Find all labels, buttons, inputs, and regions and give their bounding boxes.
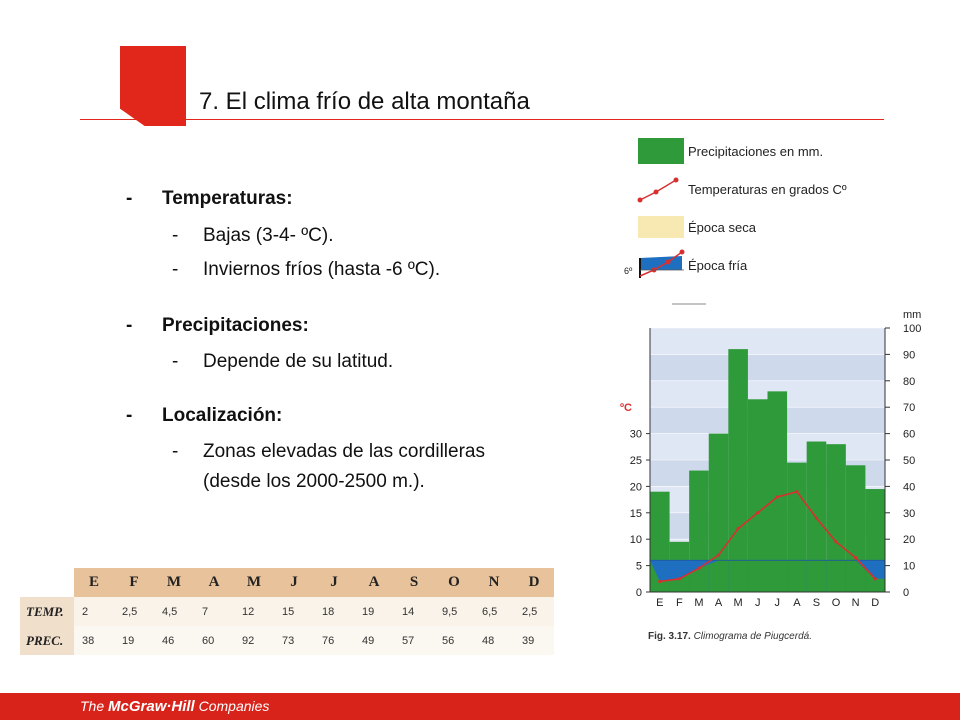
legend-item-temps: Temperaturas en grados Cº: [616, 174, 900, 208]
plot-band: [650, 354, 885, 380]
table-header-cell: A: [194, 568, 234, 597]
title-accent-block: [120, 46, 186, 126]
right-tick-label: 60: [903, 428, 916, 441]
left-tick-label: 10: [629, 534, 642, 547]
table-header-cell: J: [274, 568, 314, 597]
table-header-cell: A: [354, 568, 394, 597]
x-tick-label: D: [871, 597, 880, 609]
temperature-point: [678, 577, 681, 580]
left-tick-label: 5: [635, 560, 642, 573]
temperature-point: [658, 580, 661, 583]
table-cell: 57: [394, 626, 434, 655]
left-axis-label: ºC: [620, 402, 632, 415]
precipitation-bar: [768, 391, 788, 592]
table-cell: 2,5: [114, 597, 154, 626]
table-header-cell: J: [314, 568, 354, 597]
x-tick-label: O: [831, 597, 841, 609]
table-header-cell: F: [114, 568, 154, 597]
x-tick-label: M: [733, 597, 743, 609]
table-cell: 60: [194, 626, 234, 655]
cold-threshold-label: 6º: [624, 266, 633, 276]
table-cell: 7: [194, 597, 234, 626]
temperature-point: [795, 490, 798, 493]
precipitation-bar: [846, 465, 866, 592]
table-cell: 38: [74, 626, 114, 655]
temperature-point: [834, 540, 837, 543]
right-tick-label: 10: [903, 560, 916, 573]
caption-text: Climograma de Piugcerdá.: [693, 631, 812, 642]
table-row-label: TEMP.: [20, 597, 74, 626]
x-tick-label: J: [754, 597, 761, 609]
temperature-point: [854, 556, 857, 559]
table-cell: 48: [474, 626, 514, 655]
precipitation-bar: [826, 444, 846, 592]
table-cell: 4,5: [154, 597, 194, 626]
x-tick-label: F: [676, 597, 683, 609]
temperature-point: [815, 516, 818, 519]
table-cell: 14: [394, 597, 434, 626]
right-tick-label: 0: [903, 587, 910, 599]
table-row-label: PREC.: [20, 626, 74, 655]
right-tick-label: 30: [903, 507, 916, 520]
legend-item-dry: Época seca: [616, 214, 900, 248]
dry-season-swatch-icon: [638, 216, 684, 238]
right-axis-label: mm: [903, 309, 922, 321]
table-cell: 15: [274, 597, 314, 626]
bullet-heading-temperaturas: Temperaturas:: [162, 188, 293, 209]
table-cell: 19: [354, 597, 394, 626]
x-tick-label: A: [714, 597, 723, 609]
page-title: 7. El clima frío de alta montaña: [199, 88, 530, 115]
climate-data-table: [20, 568, 594, 656]
table-header-cell: M: [234, 568, 274, 597]
legend-item-cold: 6º Época fría: [616, 248, 900, 282]
right-tick-label: 90: [903, 349, 916, 362]
table-header-cell: N: [474, 568, 514, 597]
table-cell: 9,5: [434, 597, 474, 626]
green-swatch-icon: [638, 138, 684, 164]
right-tick-label: 80: [903, 375, 916, 388]
x-tick-label: N: [851, 597, 860, 609]
precipitation-bar: [748, 399, 768, 592]
table-cell: 92: [234, 626, 274, 655]
table-header-cell: E: [74, 568, 114, 597]
table-header-cell: S: [394, 568, 434, 597]
table-cell: 39: [514, 626, 554, 655]
table-row: [20, 626, 554, 655]
figure-caption: [648, 630, 828, 644]
table-cell: 6,5: [474, 597, 514, 626]
left-tick-label: 25: [629, 455, 642, 467]
table-cell: 49: [354, 626, 394, 655]
table-cell: 56: [434, 626, 474, 655]
x-tick-label: A: [793, 597, 801, 609]
table-cell: 76: [314, 626, 354, 655]
footer-bar: [0, 693, 960, 720]
precipitation-bar: [689, 471, 709, 592]
temperature-line-icon: [636, 174, 686, 206]
temperature-point: [874, 577, 877, 580]
title-divider: [80, 119, 884, 120]
table-cell: 2,5: [514, 597, 554, 626]
precipitation-bar: [728, 349, 748, 592]
x-tick-label: E: [656, 597, 664, 609]
left-tick-label: 20: [629, 481, 642, 494]
table-header-cell: O: [434, 568, 474, 597]
x-tick-label: S: [812, 597, 821, 609]
left-tick-label: 15: [629, 507, 642, 520]
table-header-cell: M: [154, 568, 194, 597]
temperature-point: [697, 567, 700, 570]
bullet-heading-localizacion: Localización:: [162, 405, 283, 426]
table-cell: 19: [114, 626, 154, 655]
right-tick-label: 50: [903, 455, 916, 467]
table-cell: 12: [234, 597, 274, 626]
temperature-point: [717, 553, 720, 556]
table-cell: 46: [154, 626, 194, 655]
left-tick-label: 30: [629, 428, 642, 441]
chart-legend: [616, 130, 900, 288]
table-header-cell: D: [514, 568, 554, 597]
right-tick-label: 100: [903, 323, 922, 335]
legend-item-precip: Precipitaciones en mm.: [616, 136, 900, 170]
precipitation-bar: [709, 434, 729, 592]
climograph-chart: [610, 298, 950, 618]
table-cell: 18: [314, 597, 354, 626]
mcgraw-hill-logo: The McGraw·Hill Companies: [80, 698, 270, 715]
right-tick-label: 70: [903, 402, 916, 415]
table-row: [20, 597, 554, 626]
x-tick-label: M: [694, 597, 704, 609]
plot-band: [650, 328, 885, 354]
caption-label: Fig. 3.17.: [648, 631, 691, 642]
right-tick-label: 40: [903, 481, 916, 494]
x-tick-label: J: [774, 597, 781, 609]
table-header-row: [20, 568, 554, 597]
bullet-heading-precipitaciones: Precipitaciones:: [162, 315, 309, 336]
table-cell: 2: [74, 597, 114, 626]
left-tick-label: 0: [635, 587, 642, 599]
precipitation-bar: [787, 463, 807, 592]
temperature-point: [737, 527, 740, 530]
temperature-point: [756, 511, 759, 514]
temperature-point: [776, 495, 779, 498]
table-cell: 73: [274, 626, 314, 655]
right-tick-label: 20: [903, 534, 916, 547]
